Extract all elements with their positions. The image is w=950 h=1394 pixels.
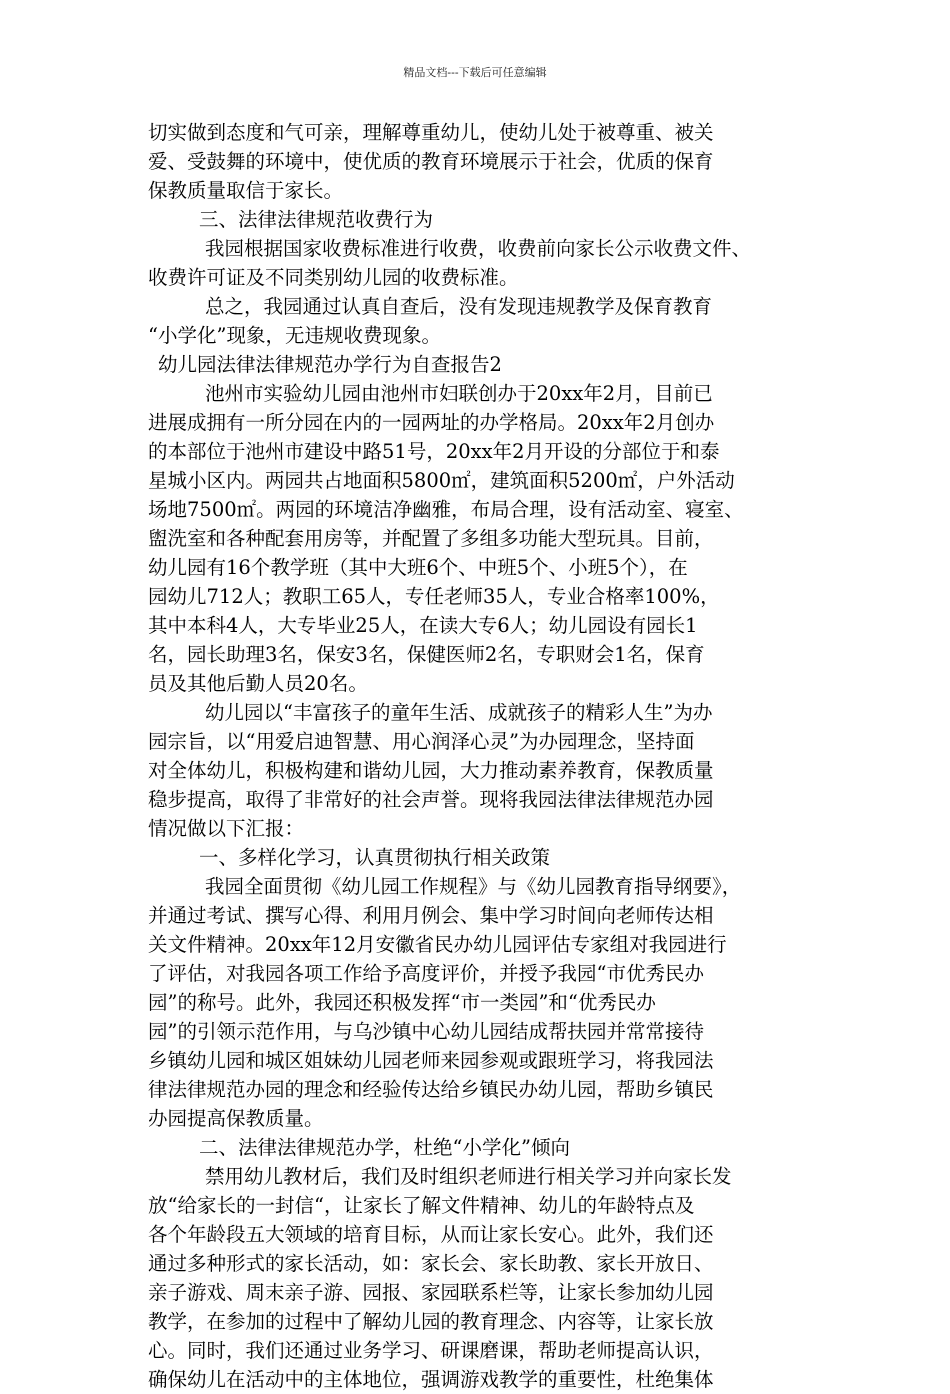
- text-line: 幼儿园有16个教学班（其中大班6个、中班5个、小班5个），在: [148, 556, 688, 579]
- text-line: 并通过考试、撰写心得、利用月例会、集中学习时间向老师传达相: [148, 904, 714, 927]
- text-line: 了评估，对我园各项工作给予高度评价，并授予我园“市优秀民办: [148, 962, 704, 985]
- text-line: 收费许可证及不同类别幼儿园的收费标准。: [148, 266, 519, 289]
- text-line: 放“给家长的一封信“，让家长了解文件精神、幼儿的年龄特点及: [148, 1194, 695, 1217]
- text-line: 幼儿园以“丰富孩子的童年生活、成就孩子的精彩人生”为办: [205, 701, 713, 724]
- text-line: 爱、受鼓舞的环境中，使优质的教育环境展示于社会，优质的保育: [148, 150, 714, 173]
- section-heading: 二、法律法律规范办学，杜绝“小学化”倾向: [199, 1136, 570, 1159]
- document-body: [148, 118, 810, 1394]
- text-line: 我园全面贯彻《幼儿园工作规程》与《幼儿园教育指导纲要》，: [205, 875, 742, 898]
- text-line: 乡镇幼儿园和城区姐妹幼儿园老师来园参观或跟班学习，将我园法: [148, 1049, 714, 1072]
- text-line: 对全体幼儿，积极构建和谐幼儿园，大力推动素养教育，保教质量: [148, 759, 714, 782]
- text-line: 场地7500㎡。两园的环境洁净幽雅，布局合理，设有活动室、寝室、: [148, 498, 744, 521]
- text-line: 稳步提高，取得了非常好的社会声誉。现将我园法律法律规范办园: [148, 788, 714, 811]
- text-line: 池州市实验幼儿园由池州市妇联创办于20xx年2月，目前已: [205, 382, 713, 405]
- text-line: 其中本科4人，大专毕业25人，在读大专6人；幼儿园设有园长1: [148, 614, 698, 637]
- text-line: 办园提高保教质量。: [148, 1107, 324, 1130]
- text-line: 我园根据国家收费标准进行收费，收费前向家长公示收费文件、: [205, 237, 752, 260]
- text-line: “小学化”现象，无违规收费现象。: [148, 324, 441, 347]
- text-line: 教学，在参加的过程中了解幼儿园的教育理念、内容等，让家长放: [148, 1310, 714, 1333]
- text-line: 关文件精神。20xx年12月安徽省民办幼儿园评估专家组对我园进行: [148, 933, 727, 956]
- text-line: 的本部位于池州市建设中路51号，20xx年2月开设的分部位于和泰: [148, 440, 720, 463]
- text-line: 盥洗室和各种配套用房等，并配置了多组多功能大型玩具。目前，: [148, 527, 714, 550]
- text-line: 禁用幼儿教材后，我们及时组织老师进行相关学习并向家长发: [205, 1165, 732, 1188]
- text-line: 保教质量取信于家长。: [148, 179, 344, 202]
- text-line: 员及其他后勤人员20名。: [148, 672, 368, 695]
- text-line: 进展成拥有一所分园在内的一园两址的办学格局。20xx年2月创办: [148, 411, 715, 434]
- text-line: 情况做以下汇报：: [148, 817, 305, 840]
- text-line: 亲子游戏、周末亲子游、园报、家园联系栏等，让家长参加幼儿园: [148, 1281, 714, 1304]
- text-line: 名，园长助理3名，保安3名，保健医师2名，专职财会1名，保育: [148, 643, 705, 666]
- report-title: 幼儿园法律法律规范办学行为自查报告2: [158, 353, 502, 376]
- text-line: 切实做到态度和气可亲，理解尊重幼儿，使幼儿处于被尊重、被关: [148, 121, 714, 144]
- text-line: 园幼儿712人；教职工65人，专任老师35人，专业合格率100%，: [148, 585, 720, 608]
- text-line: 各个年龄段五大领域的培育目标，从而让家长安心。此外，我们还: [148, 1223, 714, 1246]
- text-line: 星城小区内。两园共占地面积5800㎡，建筑面积5200㎡，户外活动: [148, 469, 735, 492]
- text-line: 通过多种形式的家长活动，如：家长会、家长助教、家长开放日、: [148, 1252, 714, 1275]
- text-line: 心。同时，我们还通过业务学习、研课磨课，帮助老师提高认识，: [148, 1339, 714, 1362]
- text-line: 园宗旨，以“用爱启迪智慧、用心润泽心灵”为办园理念，坚持面: [148, 730, 695, 753]
- section-heading: 三、法律法律规范收费行为: [199, 208, 434, 231]
- section-heading: 一、多样化学习，认真贯彻执行相关政策: [199, 846, 551, 869]
- text-line: 园”的引领示范作用，与乌沙镇中心幼儿园结成帮扶园并常常接待: [148, 1020, 704, 1043]
- text-line: 园”的称号。此外，我园还积极发挥“市一类园”和“优秀民办: [148, 991, 656, 1014]
- page-header: 精品文档---下载后可任意编辑: [403, 66, 547, 79]
- text-line: 总之，我园通过认真自查后，没有发现违规教学及保育教育: [205, 295, 713, 318]
- text-line: 律法律规范办园的理念和经验传达给乡镇民办幼儿园，帮助乡镇民: [148, 1078, 714, 1101]
- text-line: 确保幼儿在活动中的主体地位，强调游戏教学的重要性，杜绝集体: [148, 1368, 714, 1391]
